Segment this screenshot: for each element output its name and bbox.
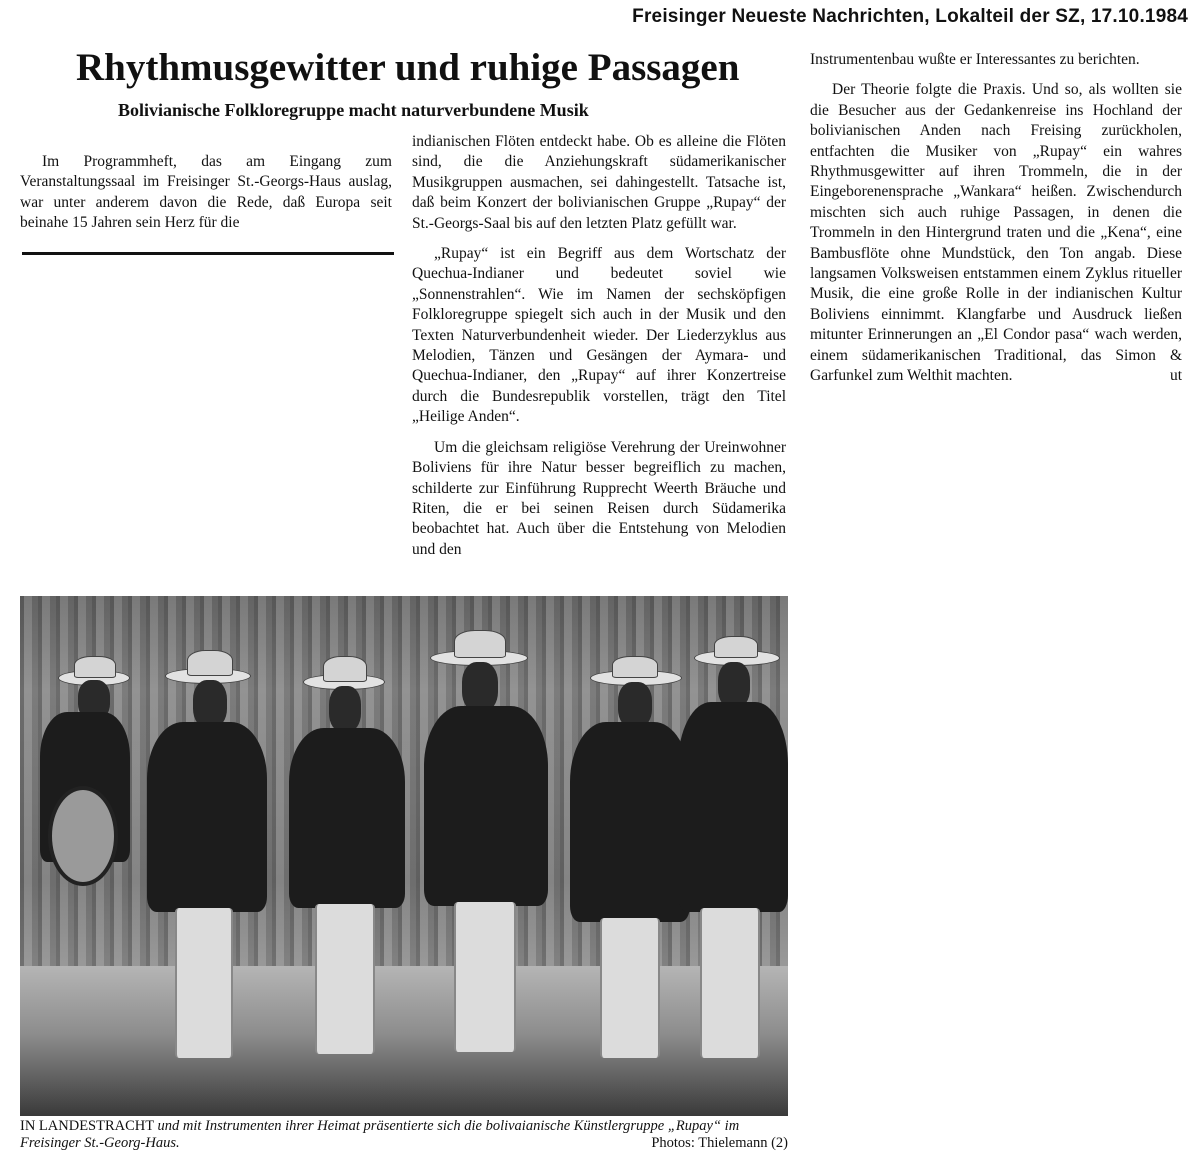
paragraph: indianischen Flöten entdeckt habe. Ob es alleine die Flöten sind, die die Anziehungskraft südamerikanischer Musikgruppen ausmachen, sei dahingestellt. Tatsache ist, daß beim Konzert der bolivianischen Gruppe „Rupay“ der St.-Georgs-Saal bis auf den letzten Platz gefüllt war. [412,133,786,232]
musician-figure [670,636,788,1076]
article-photo [20,596,788,1116]
caption-lead: IN LANDESTRACHT [20,1118,154,1134]
drum [48,786,118,886]
subheadline: Bolivianische Folkloregruppe macht naturverbundene Musik [118,100,589,120]
paragraph: „Rupay“ ist ein Begriff aus dem Wortschatz der Quechua-Indianer und bedeutet soviel wie „Sonnenstrahlen“. Wie im Namen der sechsköpfigen Folkloregruppe spiegelt sich auch in der Musik und den Texten Naturverbundenheit wieder. Der Liederzyklus aus Melodien, Tänzen und Gesängen der Aymara- und Quechua-Indianer, den „Rupay“ auf ihrer Konzertreise durch die Bundesrepublik vorstellen, trägt den Titel „Heilige Anden“. [412,245,786,426]
musician-figure [135,646,265,1076]
photo-credit: Photos: Thielemann (2) [651,1135,788,1151]
caption-text: und mit Instrumenten ihrer Heimat präsentierte sich die bolivaianische Künstlergruppe „Rupay“ im Freisinger St.-Georg-Haus. [20,1118,740,1151]
musician-figure [275,652,405,1072]
column-3 [810,50,1182,397]
paragraph: Im Programmheft, das am Eingang zum Veranstaltungssaal im Freisinger St.-Georgs-Haus auslag, war unter anderem davon die Rede, daß Europa seit beinahe 15 Jahren sein Herz für die [20,153,392,232]
paragraph: Um die gleichsam religiöse Verehrung der Ureinwohner Boliviens für ihre Natur besser begreiflich zu machen, schilderte zur Einführung Rupprecht Weerth Bräuche und Riten, die er bei seinen Reisen durch Südamerika beobachtet hat. Auch über die Entstehung von Melodien und den [412,438,786,558]
column-2 [412,132,786,570]
paragraph-text: Der Theorie folgte die Praxis. Und so, als wollten sie die Besucher aus der Gedankenreise ins Hochland der bolivianischen Anden nach Freising zurückholen, entfachten die Musiker von „Rupay“ ein wahres Rhythmusgewitter auf ihren Trommeln, die in der Eingeborenensprache „Wankara“ heißen. Zwischendurch mischten sich auch ruhige Passagen, in denen die Trommeln in den Hintergrund traten und die „Kena“, eine Bambusflöte ohne Mundstück, den Ton angab. Diese langsamen Volksweisen entstammen einem Zyklus ritueller Musik, die eine große Rolle in der indianischen Kultur Boliviens einnimmt. Klangfarbe und Ausdruck ließen mitunter Erinnerungen an „El Condor pasa“ wach werden, einem südamerikanischen Traditional, das Simon & Garfunkel zum Welthit machten. [810,81,1182,385]
paragraph [810,80,1182,386]
photo-caption [20,1118,788,1152]
column-1 [20,152,392,244]
paragraph: Instrumentenbau wußte er Interessantes zu berichten. [810,51,1140,68]
column-rule [22,252,394,255]
author-signature: ut [1169,367,1182,385]
musician-figure [30,656,130,1016]
musician-figure [410,626,550,1066]
source-line: Freisinger Neueste Nachrichten, Lokalteil der SZ, 17.10.1984 [632,6,1188,27]
headline: Rhythmusgewitter und ruhige Passagen [76,46,740,89]
